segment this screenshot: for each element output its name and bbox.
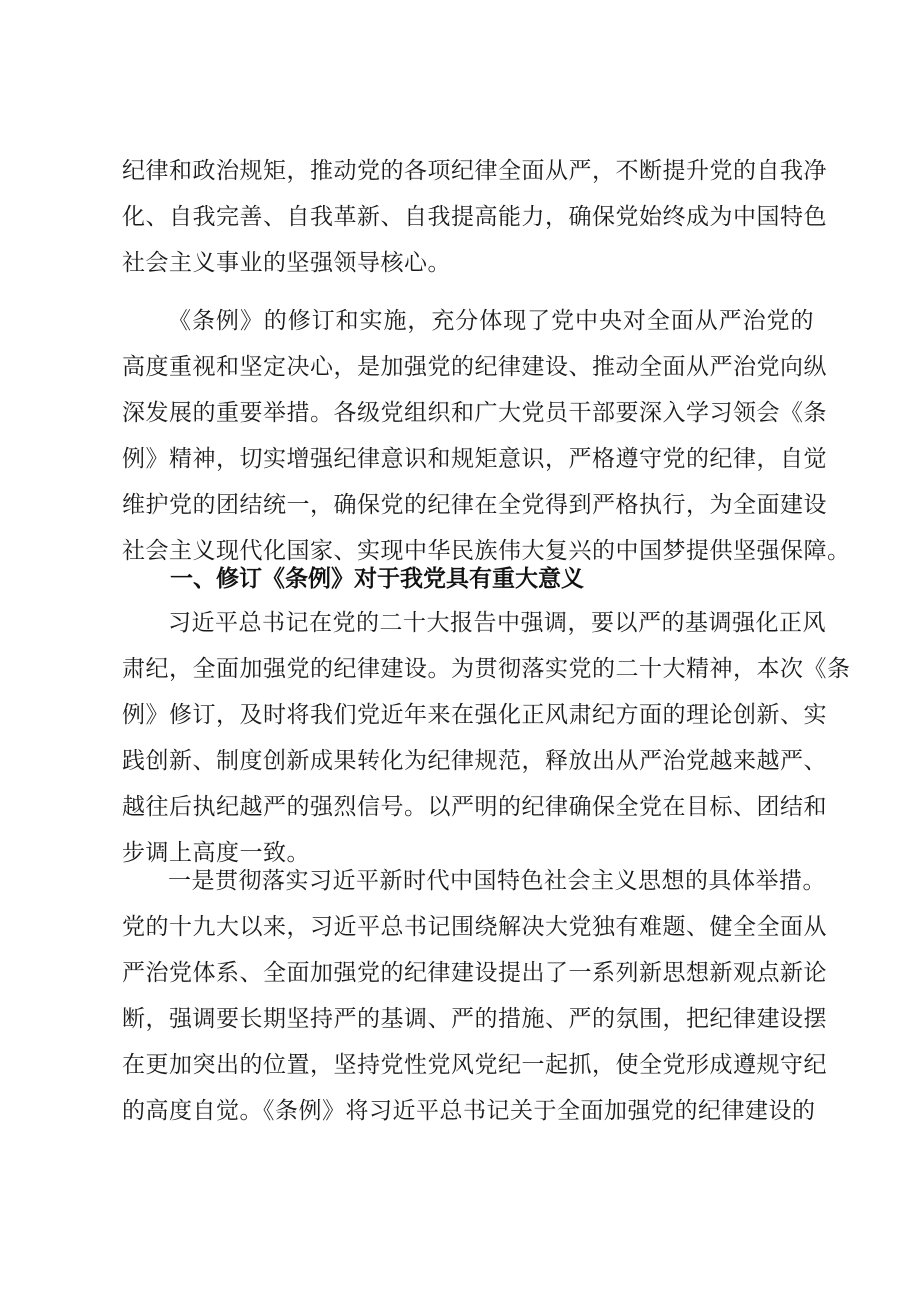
- text-line: 深发展的重要举措。各级党组织和广大党员干部要深入学习领会《条: [122, 400, 827, 426]
- text-line: 肃纪，全面加强党的纪律建设。为贯彻落实党的二十大精神，本次《条: [122, 656, 851, 682]
- text-line: 越往后执纪越严的强烈信号。以严明的纪律确保全党在目标、团结和: [122, 794, 827, 820]
- paragraph-report: [122, 600, 851, 876]
- text-line: 一是贯彻落实习近平新时代中国特色社会主义思想的具体举措。: [168, 868, 826, 894]
- section-heading: 一、修订《条例》对于我党具有重大意义: [170, 566, 584, 592]
- paragraph-significance: [122, 298, 851, 574]
- text-line: 步调上高度一致。: [122, 840, 310, 866]
- text-line: 维护党的团结统一，确保党的纪律在全党得到严格执行，为全面建设: [122, 492, 827, 518]
- text-line: 的高度自觉。《条例》将习近平总书记关于全面加强党的纪律建设的: [122, 1098, 816, 1124]
- text-line: 习近平总书记在党的二十大报告中强调，要以严的基调强化正风: [168, 610, 826, 636]
- text-line: 断，强调要长期坚持严的基调、严的措施、严的氛围，把纪律建设摆: [122, 1006, 827, 1032]
- text-line: 践创新、制度创新成果转化为纪律规范，释放出从严治党越来越严、: [122, 748, 827, 774]
- text-line: 高度重视和坚定决心，是加强党的纪律建设、推动全面从严治党向纵: [122, 354, 827, 380]
- text-line: 社会主义事业的坚强领导核心。: [122, 250, 451, 276]
- text-line: 《条例》的修订和实施，充分体现了党中央对全面从严治党的: [168, 308, 814, 334]
- text-line: 社会主义现代化国家、实现中华民族伟大复兴的中国梦提供坚强保障。: [122, 538, 851, 564]
- text-line: 例》修订，及时将我们党近年来在强化正风肃纪方面的理论创新、实: [122, 702, 827, 728]
- text-line: 纪律和政治规矩，推动党的各项纪律全面从严，不断提升党的自我净: [122, 158, 827, 184]
- text-line: 严治党体系、全面加强党的纪律建设提出了一系列新思想新观点新论: [122, 960, 827, 986]
- text-line: 例》精神，切实增强纪律意识和规矩意识，严格遵守党的纪律，自觉: [122, 446, 827, 472]
- paragraph-continuation: [122, 148, 827, 286]
- paragraph-measure-one: [122, 858, 827, 1134]
- text-line: 化、自我完善、自我革新、自我提高能力，确保党始终成为中国特色: [122, 204, 827, 230]
- text-line: 在更加突出的位置，坚持党性党风党纪一起抓，使全党形成遵规守纪: [122, 1052, 827, 1078]
- text-line: 党的十九大以来，习近平总书记围绕解决大党独有难题、健全全面从: [122, 914, 827, 940]
